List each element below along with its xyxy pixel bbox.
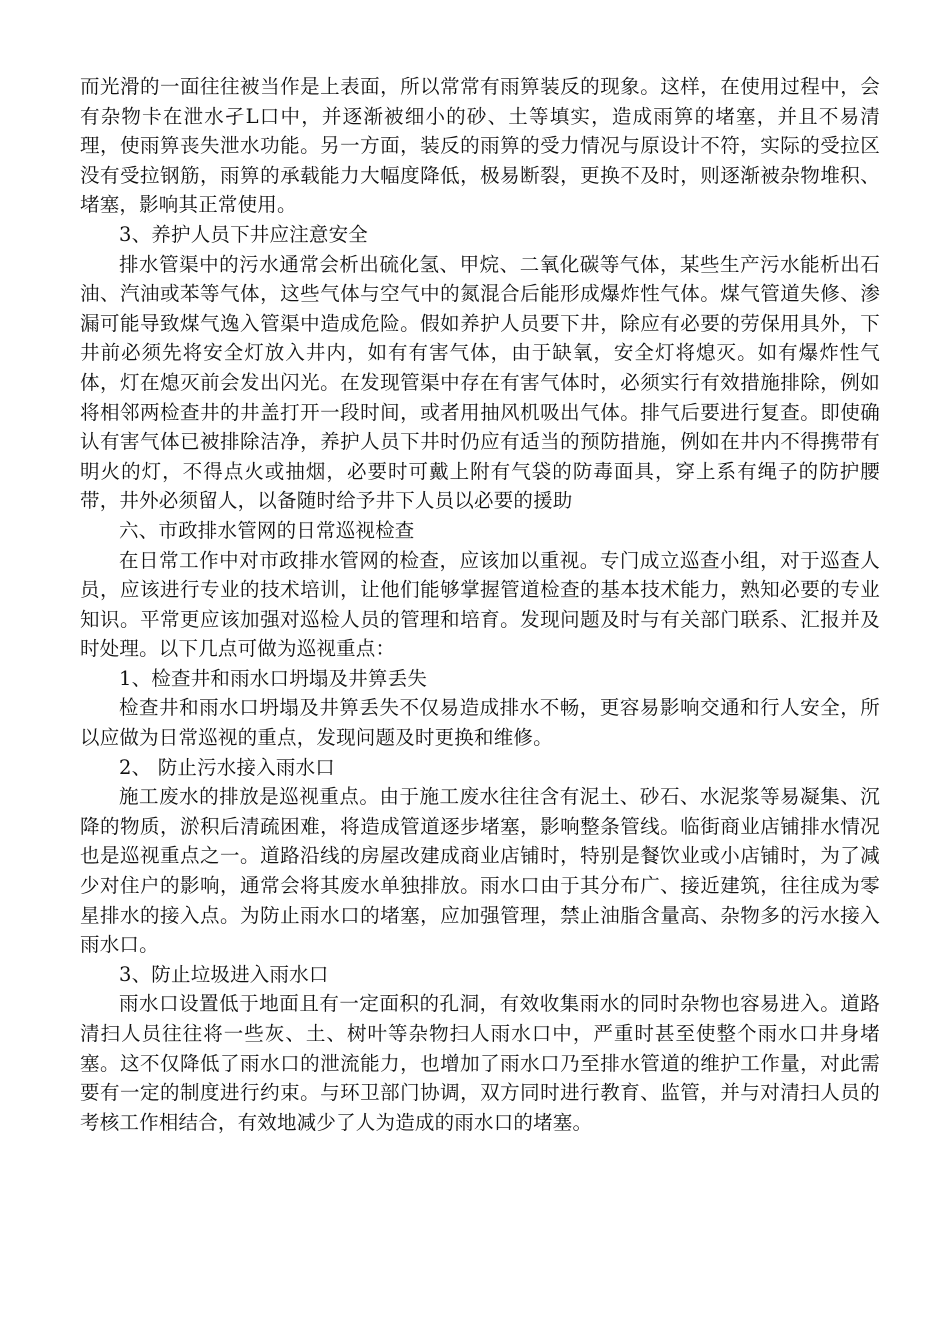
- paragraph-construction-wastewater: 施工废水的排放是巡视重点。由于施工废水往往含有泥土、砂石、水泥浆等易凝集、沉降的物质，淤积后清疏困难，将造成管道逐步堵塞，影响整条管线。临街商业店铺排水情况也是巡视重点之一。道路沿线的房屋改建成商业店铺时，特别是餐饮业或小店铺时，为了减少对住户的影响，通常会将其废水单独排放。雨水口由于其分布广、接近建筑，往往成为零星排水的接入点。为防止雨水口的堵塞，应加强管理，禁止油脂含量高、杂物多的污水接入雨水口。: [80, 785, 880, 957]
- heading-daily-inspection: 六、市政排水管网的日常巡视检查: [119, 518, 415, 542]
- paragraph-garbage-in-inlets: 雨水口设置低于地面且有一定面积的孔洞，有效收集雨水的同时杂物也容易进入。道路清扫人员往往将一些灰、土、树叶等杂物扫人雨水口中，严重时甚至使整个雨水口井身堵塞。这不仅降低了雨水口的泄流能力，也增加了雨水口乃至排水管道的维护工作量，对此需要有一定的制度进行约束。与环卫部门协调，双方同时进行教育、监管，并与对清扫人员的考核工作相结合，有效地减少了人为造成的雨水口的堵塞。: [80, 992, 880, 1134]
- paragraph-toxic-gas-safety: 排水管渠中的污水通常会析出硫化氢、甲烷、二氧化碳等气体，某些生产污水能析出石油、汽油或苯等气体，这些气体与空气中的氮混合后能形成爆炸性气体。煤气管道失修、渗漏可能导致煤气逸入管渠中造成危险。假如养护人员要下井，除应有必要的劳保用具外，下井前必须先将安全灯放入井内，如有有害气体，由于缺氧，安全灯将熄灭。如有爆炸性气体，灯在熄灭前会发出闪光。在发现管渠中存在有害气体时，必须实行有效措施排除，例如将相邻两检查井的井盖打开一段时间，或者用抽风机吸出气体。排气后要进行复查。即使确认有害气体已被排除洁净，养护人员下井时仍应有适当的预防措施，例如在井内不得携带有明火的灯，不得点火或抽烟，必要时可戴上附有气袋的防毒面具，穿上系有绳子的防护腰带，井外必须留人，以备随时给予井下人员以必要的援助: [80, 252, 880, 513]
- paragraph-inspection-team: 在日常工作中对市政排水管网的检查，应该加以重视。专门成立巡查小组，对于巡查人员，应该进行专业的技术培训，让他们能够掌握管道检查的基本技术能力，熟知必要的专业知识。平常更应该加强对巡检人员的管理和培育。发现问题及时与有关部门联系、汇报并及时处理。以下几点可做为巡视重点：: [80, 548, 880, 661]
- heading-maintenance-safety: 3、养护人员下井应注意安全: [119, 222, 369, 246]
- heading-prevent-garbage: 3、防止垃圾进入雨水口: [119, 962, 329, 986]
- paragraph-manhole-collapse: 检查井和雨水口坍塌及井箅丢失不仅易造成排水不畅，更容易影响交通和行人安全，所以应做为日常巡视的重点，发现问题及时更换和维修。: [80, 696, 880, 750]
- heading-manhole-collapse: 1、检查井和雨水口坍塌及井箅丢失: [119, 666, 428, 690]
- document-page: [80, 72, 880, 1137]
- heading-prevent-sewage: 2、 防止污水接入雨水口: [119, 755, 336, 779]
- paragraph-rain-grate-reversal: 而光滑的一面往往被当作是上表面，所以常常有雨箅装反的现象。这样，在使用过程中，会有杂物卡在泄水孑L口中，并逐渐被细小的砂、土等填实，造成雨箅的堵塞，并且不易清理，使雨箅丧失泄水功能。另一方面，装反的雨箅的受力情况与原设计不符，实际的受拉区没有受拉钢筋，雨箅的承载能力大幅度降低，极易断裂，更换不及时，则逐渐被杂物堆积、堵塞，影响其正常使用。: [80, 75, 880, 217]
